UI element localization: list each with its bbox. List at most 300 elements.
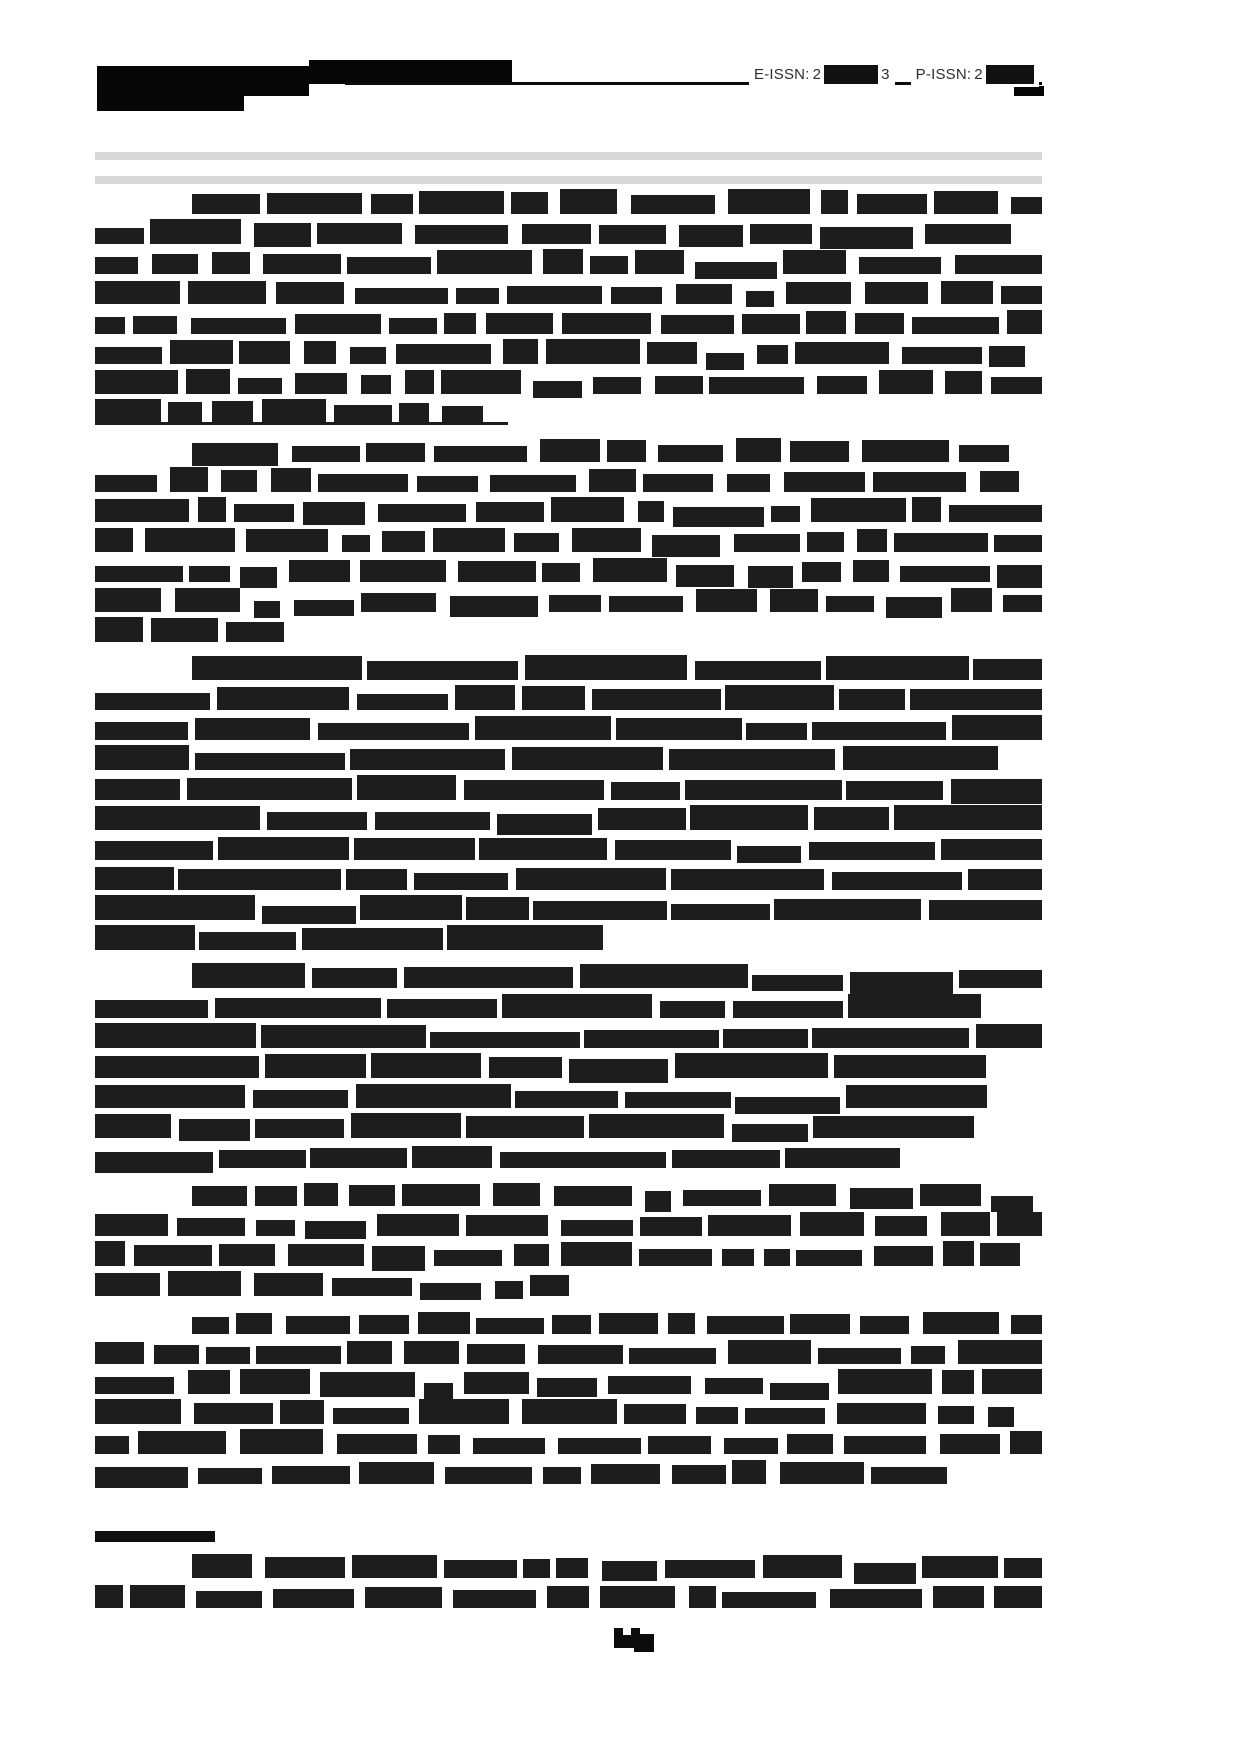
redacted-word xyxy=(734,534,800,552)
redacted-word xyxy=(807,532,844,552)
redacted-word xyxy=(912,317,999,334)
redacted-word xyxy=(265,1557,345,1578)
redacted-line xyxy=(95,552,1042,582)
redacted-word xyxy=(263,254,341,274)
redacted-word xyxy=(817,376,867,394)
redacted-word xyxy=(466,897,529,920)
redacted-line xyxy=(95,334,1042,364)
redacted-word xyxy=(728,1340,811,1364)
redacted-word xyxy=(350,749,505,770)
redacted-word xyxy=(783,250,846,274)
redacted-word xyxy=(629,1348,716,1364)
redacted-word xyxy=(951,588,992,612)
redacted-word xyxy=(599,1313,658,1334)
redacted-word xyxy=(580,964,748,988)
redacted-word xyxy=(590,256,628,274)
redacted-word xyxy=(846,1085,987,1108)
redacted-word xyxy=(725,685,834,710)
redacted-title-bar xyxy=(95,152,1042,160)
redacted-word xyxy=(187,778,352,800)
redacted-word xyxy=(456,288,499,304)
redacted-line xyxy=(95,462,1042,492)
redacted-word xyxy=(543,1467,581,1484)
redacted-word xyxy=(95,867,174,890)
redacted-word xyxy=(318,723,469,740)
redacted-word xyxy=(952,715,1042,740)
redacted-word xyxy=(95,693,210,710)
redacted-word xyxy=(844,1436,926,1454)
redacted-word xyxy=(192,1317,229,1334)
redacted-word xyxy=(1007,310,1042,334)
redacted-word xyxy=(592,689,721,710)
redacted-word xyxy=(875,1216,927,1236)
redacted-word xyxy=(660,1001,725,1018)
redacted-word xyxy=(814,807,889,830)
redacted-word xyxy=(267,812,367,830)
redacted-word xyxy=(661,315,734,334)
redacted-word xyxy=(733,1001,843,1018)
redacted-word xyxy=(780,1462,864,1484)
redacted-word xyxy=(540,439,600,462)
redacted-line xyxy=(95,650,1042,680)
redacted-word xyxy=(910,689,1042,710)
redacted-word xyxy=(168,402,202,424)
redacted-word xyxy=(389,318,437,334)
redacted-word xyxy=(489,1057,562,1078)
redacted-line xyxy=(95,890,1042,920)
redacted-word xyxy=(170,467,208,492)
redacted-word xyxy=(707,1316,784,1334)
redacted-word xyxy=(764,1249,790,1266)
redacted-word xyxy=(911,1346,945,1364)
redacted-word xyxy=(95,475,157,492)
p-issn-visible-prefix: 2 xyxy=(974,65,983,83)
e-issn-visible-prefix: 2 xyxy=(812,65,822,83)
redacted-word xyxy=(556,1558,588,1578)
redacted-word xyxy=(538,1345,623,1364)
redacted-paragraph xyxy=(95,184,1042,424)
redacted-word xyxy=(170,340,233,364)
redacted-word xyxy=(212,401,253,424)
redacted-word xyxy=(942,1370,974,1394)
redacted-word xyxy=(522,1399,617,1424)
redacted-word xyxy=(648,1436,711,1454)
redacted-word xyxy=(479,838,607,860)
redacted-word xyxy=(774,899,921,920)
redacted-word xyxy=(188,1370,230,1394)
redacted-line xyxy=(95,740,1042,770)
redacted-paragraph xyxy=(95,1176,1042,1296)
conclusion-heading-redacted xyxy=(95,1531,215,1542)
redacted-word xyxy=(796,1250,862,1266)
redacted-word xyxy=(525,655,687,680)
redacted-word xyxy=(949,505,1042,522)
redacted-word xyxy=(378,504,466,522)
redacted-word xyxy=(894,533,988,552)
redacted-line xyxy=(95,244,1042,274)
redacted-word xyxy=(490,475,576,492)
redacted-word xyxy=(584,1030,719,1048)
redacted-word xyxy=(941,281,993,304)
redacted-word xyxy=(593,558,667,582)
redacted-word xyxy=(417,476,478,492)
redacted-word xyxy=(444,1560,517,1578)
redacted-word xyxy=(837,1403,926,1424)
redacted-word xyxy=(514,533,559,552)
redacted-word xyxy=(466,1215,548,1236)
redacted-word xyxy=(366,443,425,462)
redacted-word xyxy=(317,223,402,244)
redacted-word xyxy=(724,1438,778,1454)
redacted-line xyxy=(95,920,1042,950)
body-text-redacted xyxy=(95,184,1042,1492)
redacted-line xyxy=(95,274,1042,304)
redacted-word xyxy=(728,189,810,214)
redacted-word xyxy=(968,869,1042,890)
redacted-word xyxy=(95,779,180,800)
redacted-line xyxy=(95,860,1042,890)
redacted-word xyxy=(95,806,260,830)
redacted-word xyxy=(256,1220,295,1236)
redacted-line xyxy=(95,612,1042,642)
redacted-word xyxy=(665,1560,755,1578)
redacted-word xyxy=(486,313,553,334)
redacted-line xyxy=(95,1108,1042,1138)
redacted-word xyxy=(800,1212,864,1236)
redacted-word xyxy=(217,687,349,710)
redacted-word xyxy=(547,1586,589,1608)
redacted-word xyxy=(940,1434,1000,1454)
redacted-word xyxy=(236,1313,272,1334)
redacted-word xyxy=(920,1184,981,1206)
redacted-line xyxy=(95,800,1042,830)
redacted-word xyxy=(683,1190,761,1206)
redacted-word xyxy=(234,504,294,522)
redacted-word xyxy=(862,440,949,462)
redacted-word xyxy=(554,1186,632,1206)
redacted-word xyxy=(95,1241,125,1266)
redacted-word xyxy=(980,1243,1020,1266)
redacted-word xyxy=(312,968,397,988)
redacted-word xyxy=(640,1217,702,1236)
redacted-line xyxy=(95,364,1042,394)
redacted-word xyxy=(938,1406,974,1424)
redacted-word xyxy=(839,689,905,710)
redacted-word xyxy=(206,1347,250,1364)
redacted-word xyxy=(821,190,848,214)
redacted-word xyxy=(929,900,1042,920)
redacted-word xyxy=(786,282,851,304)
redacted-word xyxy=(1011,1315,1042,1334)
redacted-line xyxy=(95,1364,1042,1394)
redacted-word xyxy=(795,342,889,364)
redacted-word xyxy=(437,250,532,274)
redacted-word xyxy=(722,1592,816,1608)
redacted-word xyxy=(560,189,617,214)
e-issn-redaction-box xyxy=(824,65,878,84)
redacted-word xyxy=(396,344,491,364)
redacted-word xyxy=(145,528,235,552)
redacted-word xyxy=(812,1028,969,1048)
redacted-word xyxy=(790,441,849,462)
redacted-word xyxy=(360,895,462,920)
redacted-word xyxy=(95,1585,123,1608)
redacted-word xyxy=(994,1586,1042,1608)
redacted-word xyxy=(255,1119,344,1138)
redacted-word xyxy=(95,1000,208,1018)
redacted-line xyxy=(95,1454,1042,1484)
redacted-word xyxy=(894,805,1042,830)
redacted-word xyxy=(690,805,808,830)
redacted-word xyxy=(809,842,935,860)
journal-header xyxy=(0,0,1240,130)
redacted-word xyxy=(198,497,226,522)
redacted-word xyxy=(736,438,781,462)
redacted-line xyxy=(95,1394,1042,1424)
redacted-line xyxy=(95,770,1042,800)
redacted-word xyxy=(246,529,328,552)
redacted-word xyxy=(95,1114,171,1138)
redacted-line xyxy=(95,988,1042,1018)
redacted-line xyxy=(95,1578,1042,1608)
redacted-word xyxy=(130,1585,185,1608)
redacted-underline xyxy=(95,422,508,425)
redacted-word xyxy=(302,928,443,950)
redacted-word xyxy=(599,225,666,244)
redacted-word xyxy=(196,1591,262,1608)
redacted-word xyxy=(709,377,804,394)
redacted-word xyxy=(769,1184,836,1206)
redacted-word xyxy=(95,617,143,642)
redacted-line xyxy=(95,1206,1042,1236)
redacted-word xyxy=(310,1148,407,1168)
redacted-word xyxy=(493,1183,540,1206)
redacted-word xyxy=(95,722,188,740)
redacted-word xyxy=(671,869,824,890)
redacted-word xyxy=(272,1466,350,1484)
redacted-word xyxy=(727,474,770,492)
redacted-word xyxy=(95,566,183,582)
redacted-line xyxy=(95,304,1042,334)
redacted-word xyxy=(150,219,241,244)
redacted-line xyxy=(95,1236,1042,1266)
redacted-word xyxy=(466,1116,584,1138)
redacted-word xyxy=(611,287,662,304)
redacted-word xyxy=(95,281,180,304)
redacted-word xyxy=(562,313,651,334)
redacted-word xyxy=(415,225,508,244)
redacted-word xyxy=(256,1346,341,1364)
redacted-word xyxy=(95,1399,181,1424)
redacted-word xyxy=(152,254,198,274)
redacted-word xyxy=(635,250,684,274)
redacted-word xyxy=(515,1091,618,1108)
redacted-word xyxy=(304,341,336,364)
redacted-line xyxy=(95,1048,1042,1078)
redacted-title-bar xyxy=(95,176,1042,184)
redacted-word xyxy=(412,1146,492,1168)
redacted-word xyxy=(352,1555,437,1578)
redacted-word xyxy=(826,596,874,612)
redacted-word xyxy=(609,596,683,612)
redacted-word xyxy=(685,780,842,800)
redacted-word xyxy=(625,1092,731,1108)
redacted-word xyxy=(453,1590,536,1608)
redacted-word xyxy=(95,925,195,950)
redacted-word xyxy=(404,967,573,988)
redacted-word xyxy=(959,970,1042,988)
redacted-word xyxy=(608,1376,691,1394)
redacted-word xyxy=(219,1244,275,1266)
redacted-word xyxy=(558,1438,641,1454)
redacted-word xyxy=(95,257,138,274)
redacted-word xyxy=(695,661,821,680)
redacted-word xyxy=(834,1055,986,1078)
redacted-word xyxy=(154,1345,199,1364)
redacted-word xyxy=(855,313,904,334)
redacted-word xyxy=(522,686,585,710)
redacted-word xyxy=(133,316,177,334)
redacted-word xyxy=(134,1245,212,1266)
redacted-word xyxy=(377,1214,459,1236)
redacted-word xyxy=(616,718,742,740)
redacted-word xyxy=(399,403,429,424)
redacted-word xyxy=(289,560,350,582)
redacted-word xyxy=(192,963,305,988)
redacted-word xyxy=(1010,1431,1042,1454)
redacted-word xyxy=(467,1344,525,1364)
redacted-word xyxy=(221,470,257,492)
redacted-word xyxy=(615,840,731,860)
redacted-word xyxy=(151,618,218,642)
redacted-word xyxy=(672,1465,726,1484)
p-issn-redaction-box xyxy=(986,65,1034,84)
redacted-word xyxy=(168,1271,241,1296)
redacted-word xyxy=(955,255,1042,274)
redacted-word xyxy=(194,1403,273,1424)
redacted-word xyxy=(286,1316,350,1334)
redacted-word xyxy=(95,1377,174,1394)
p-issn-label: P-ISSN: xyxy=(915,65,972,83)
redacted-word xyxy=(95,228,144,244)
redacted-word xyxy=(941,839,1042,860)
issn-line xyxy=(749,61,1039,88)
redacted-word xyxy=(387,999,497,1018)
redacted-word xyxy=(414,873,508,890)
redacted-word xyxy=(361,375,391,394)
redacted-word xyxy=(371,194,413,214)
redacted-word xyxy=(543,249,583,274)
redacted-word xyxy=(420,1283,481,1300)
redacted-word xyxy=(787,1434,833,1454)
redacted-paragraph xyxy=(95,432,1042,642)
redacted-word xyxy=(503,339,538,364)
redacted-word xyxy=(464,780,604,800)
redacted-word xyxy=(215,998,381,1018)
redacted-word xyxy=(95,1152,213,1173)
redacted-word xyxy=(212,252,250,274)
redacted-word xyxy=(288,1244,364,1266)
redacted-word xyxy=(843,746,998,770)
redacted-word xyxy=(561,1242,632,1266)
redacted-word xyxy=(705,1378,763,1394)
redacted-word xyxy=(198,1468,262,1484)
redacted-word xyxy=(945,371,982,394)
redacted-word xyxy=(239,341,290,364)
redacted-word xyxy=(295,314,381,334)
redacted-word xyxy=(357,775,456,800)
redacted-line xyxy=(95,1548,1042,1578)
redacted-word xyxy=(95,1342,144,1364)
redacted-word xyxy=(853,560,889,582)
redacted-word xyxy=(750,224,812,244)
redacted-word xyxy=(790,1314,850,1334)
redacted-word xyxy=(337,1434,417,1454)
redacted-line xyxy=(95,432,1042,462)
redacted-word xyxy=(523,1559,550,1578)
redacted-word xyxy=(199,932,296,950)
redacted-word xyxy=(806,311,846,334)
e-issn-visible-suffix: 3 xyxy=(881,65,890,83)
redacted-word xyxy=(818,1348,901,1364)
redacted-word xyxy=(589,1114,724,1138)
redacted-word xyxy=(355,288,448,304)
redacted-word xyxy=(238,378,282,394)
redacted-word xyxy=(607,440,646,462)
redacted-word xyxy=(95,528,133,552)
redacted-word xyxy=(591,1464,660,1484)
redacted-word xyxy=(830,1589,922,1608)
redacted-word xyxy=(934,191,998,214)
redacted-word xyxy=(240,1369,310,1394)
redacted-word xyxy=(189,566,230,582)
redacted-word xyxy=(354,838,475,860)
redacted-word xyxy=(551,497,624,522)
redacted-word xyxy=(770,589,818,612)
redacted-word xyxy=(419,191,504,214)
redacted-word xyxy=(276,282,344,304)
redacted-word xyxy=(95,499,189,522)
p-issn-group xyxy=(911,63,1039,87)
redacted-word xyxy=(925,224,1011,244)
redacted-line xyxy=(95,680,1042,710)
redacted-line xyxy=(95,1078,1042,1108)
redacted-word xyxy=(350,347,386,364)
redacted-word xyxy=(367,661,518,680)
redacted-line xyxy=(95,522,1042,552)
redacted-word xyxy=(912,497,941,522)
redacted-word xyxy=(959,445,1009,462)
redacted-word xyxy=(95,1436,129,1454)
redacted-word xyxy=(598,808,686,830)
redacted-word xyxy=(546,339,640,364)
redacted-word xyxy=(871,1467,947,1484)
redacted-word xyxy=(611,782,680,800)
redacted-word xyxy=(832,872,962,890)
redacted-word xyxy=(874,1246,933,1266)
redacted-word xyxy=(643,474,713,492)
redacted-word xyxy=(516,868,666,890)
redacted-word xyxy=(192,1554,252,1578)
redacted-word xyxy=(859,257,941,274)
redacted-word xyxy=(434,1250,502,1266)
redacted-word xyxy=(973,659,1042,680)
redacted-word xyxy=(434,446,527,462)
redacted-word xyxy=(195,718,310,740)
redacted-word xyxy=(812,722,946,740)
redacted-word xyxy=(511,192,548,214)
redacted-word xyxy=(763,1555,842,1578)
